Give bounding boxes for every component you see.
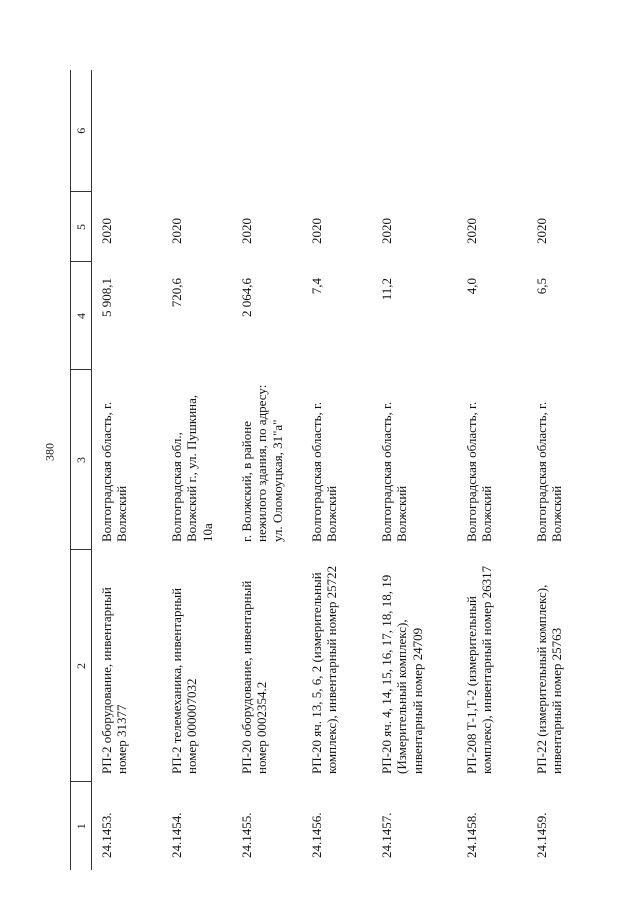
item-year: 2020 [239,218,254,244]
table-row [457,70,527,870]
item-value: 7,4 [309,278,324,295]
table-body [92,70,598,870]
item-name: РП-2 телемеханика, инвентарный номер 000007032 [169,587,200,774]
item-year: 2020 [169,218,184,244]
item-note [457,70,527,192]
item-address: г. Волжский, в районе нежилого здания, по адресу: ул. Оломоуцкая, 31"а" [239,384,285,542]
item-note [372,70,457,192]
column-header-1: 1 [71,782,92,870]
item-name: РП-20 яч. 13, 5, 6, 2 (измерительный комплекс), инвентарный номер 25722 [309,565,340,774]
column-header-2: 2 [71,550,92,782]
column-header-4: 4 [71,262,92,370]
rotated-page-content [70,70,634,870]
table-row [527,70,597,870]
table-row [92,70,163,870]
table-row [372,70,457,870]
item-year: 2020 [534,218,549,244]
item-address: Волгоградская область, г. Волжский [464,401,495,542]
item-address: Волгоградская область, г. Волжский [379,401,410,542]
table-row [162,70,232,870]
item-address: Волгоградская область, г. Волжский [534,401,565,542]
row-number: 24.1453. [99,812,114,858]
item-address: Волгоградская область, г. Волжский [309,401,340,542]
row-number: 24.1457. [379,812,394,858]
item-note [92,70,163,192]
column-header-6: 6 [71,70,92,192]
item-value: 4,0 [464,278,479,295]
item-value: 11,2 [379,278,394,301]
item-name: РП-208 Т-1,Т-2 (измерительный комплекс), инвентарный номер 26317 [464,565,495,774]
row-number: 24.1456. [309,812,324,858]
page-number: 380 [42,443,57,461]
item-note [232,70,302,192]
item-address: Волгоградская обл., Волжский г., ул. Пушкина, 10а [169,394,215,542]
row-number: 24.1459. [534,812,549,858]
item-note [162,70,232,192]
item-name: РП-2 оборудование, инвентарный номер 31377 [99,587,130,774]
column-header-5: 5 [71,192,92,262]
item-value: 720,6 [169,278,184,308]
property-table [70,70,597,870]
item-note [302,70,372,192]
item-value: 6,5 [534,278,549,295]
item-name: РП-20 яч. 4, 14, 15, 16, 17, 18, 18, 19 (Измерительный комплекс), инвентарный номер 24709 [379,574,425,774]
item-year: 2020 [379,218,394,244]
row-number: 24.1454. [169,812,184,858]
item-name: РП-20 оборудование, инвентарный номер 0002354.2 [239,580,270,774]
item-value: 5 908,1 [99,278,114,317]
item-value: 2 064,6 [239,278,254,317]
column-header-3: 3 [71,370,92,550]
row-number: 24.1455. [239,812,254,858]
row-number: 24.1458. [464,812,479,858]
column-number-row [71,70,92,870]
item-note [527,70,597,192]
item-year: 2020 [309,218,324,244]
table-row [232,70,302,870]
item-address: Волгоградская область, г. Волжский [99,401,130,542]
table-row [302,70,372,870]
table-header [71,70,92,870]
item-year: 2020 [99,218,114,244]
item-name: РП-22 (измерительный комплекс), инвентарный номер 25763 [534,584,565,774]
item-year: 2020 [464,218,479,244]
